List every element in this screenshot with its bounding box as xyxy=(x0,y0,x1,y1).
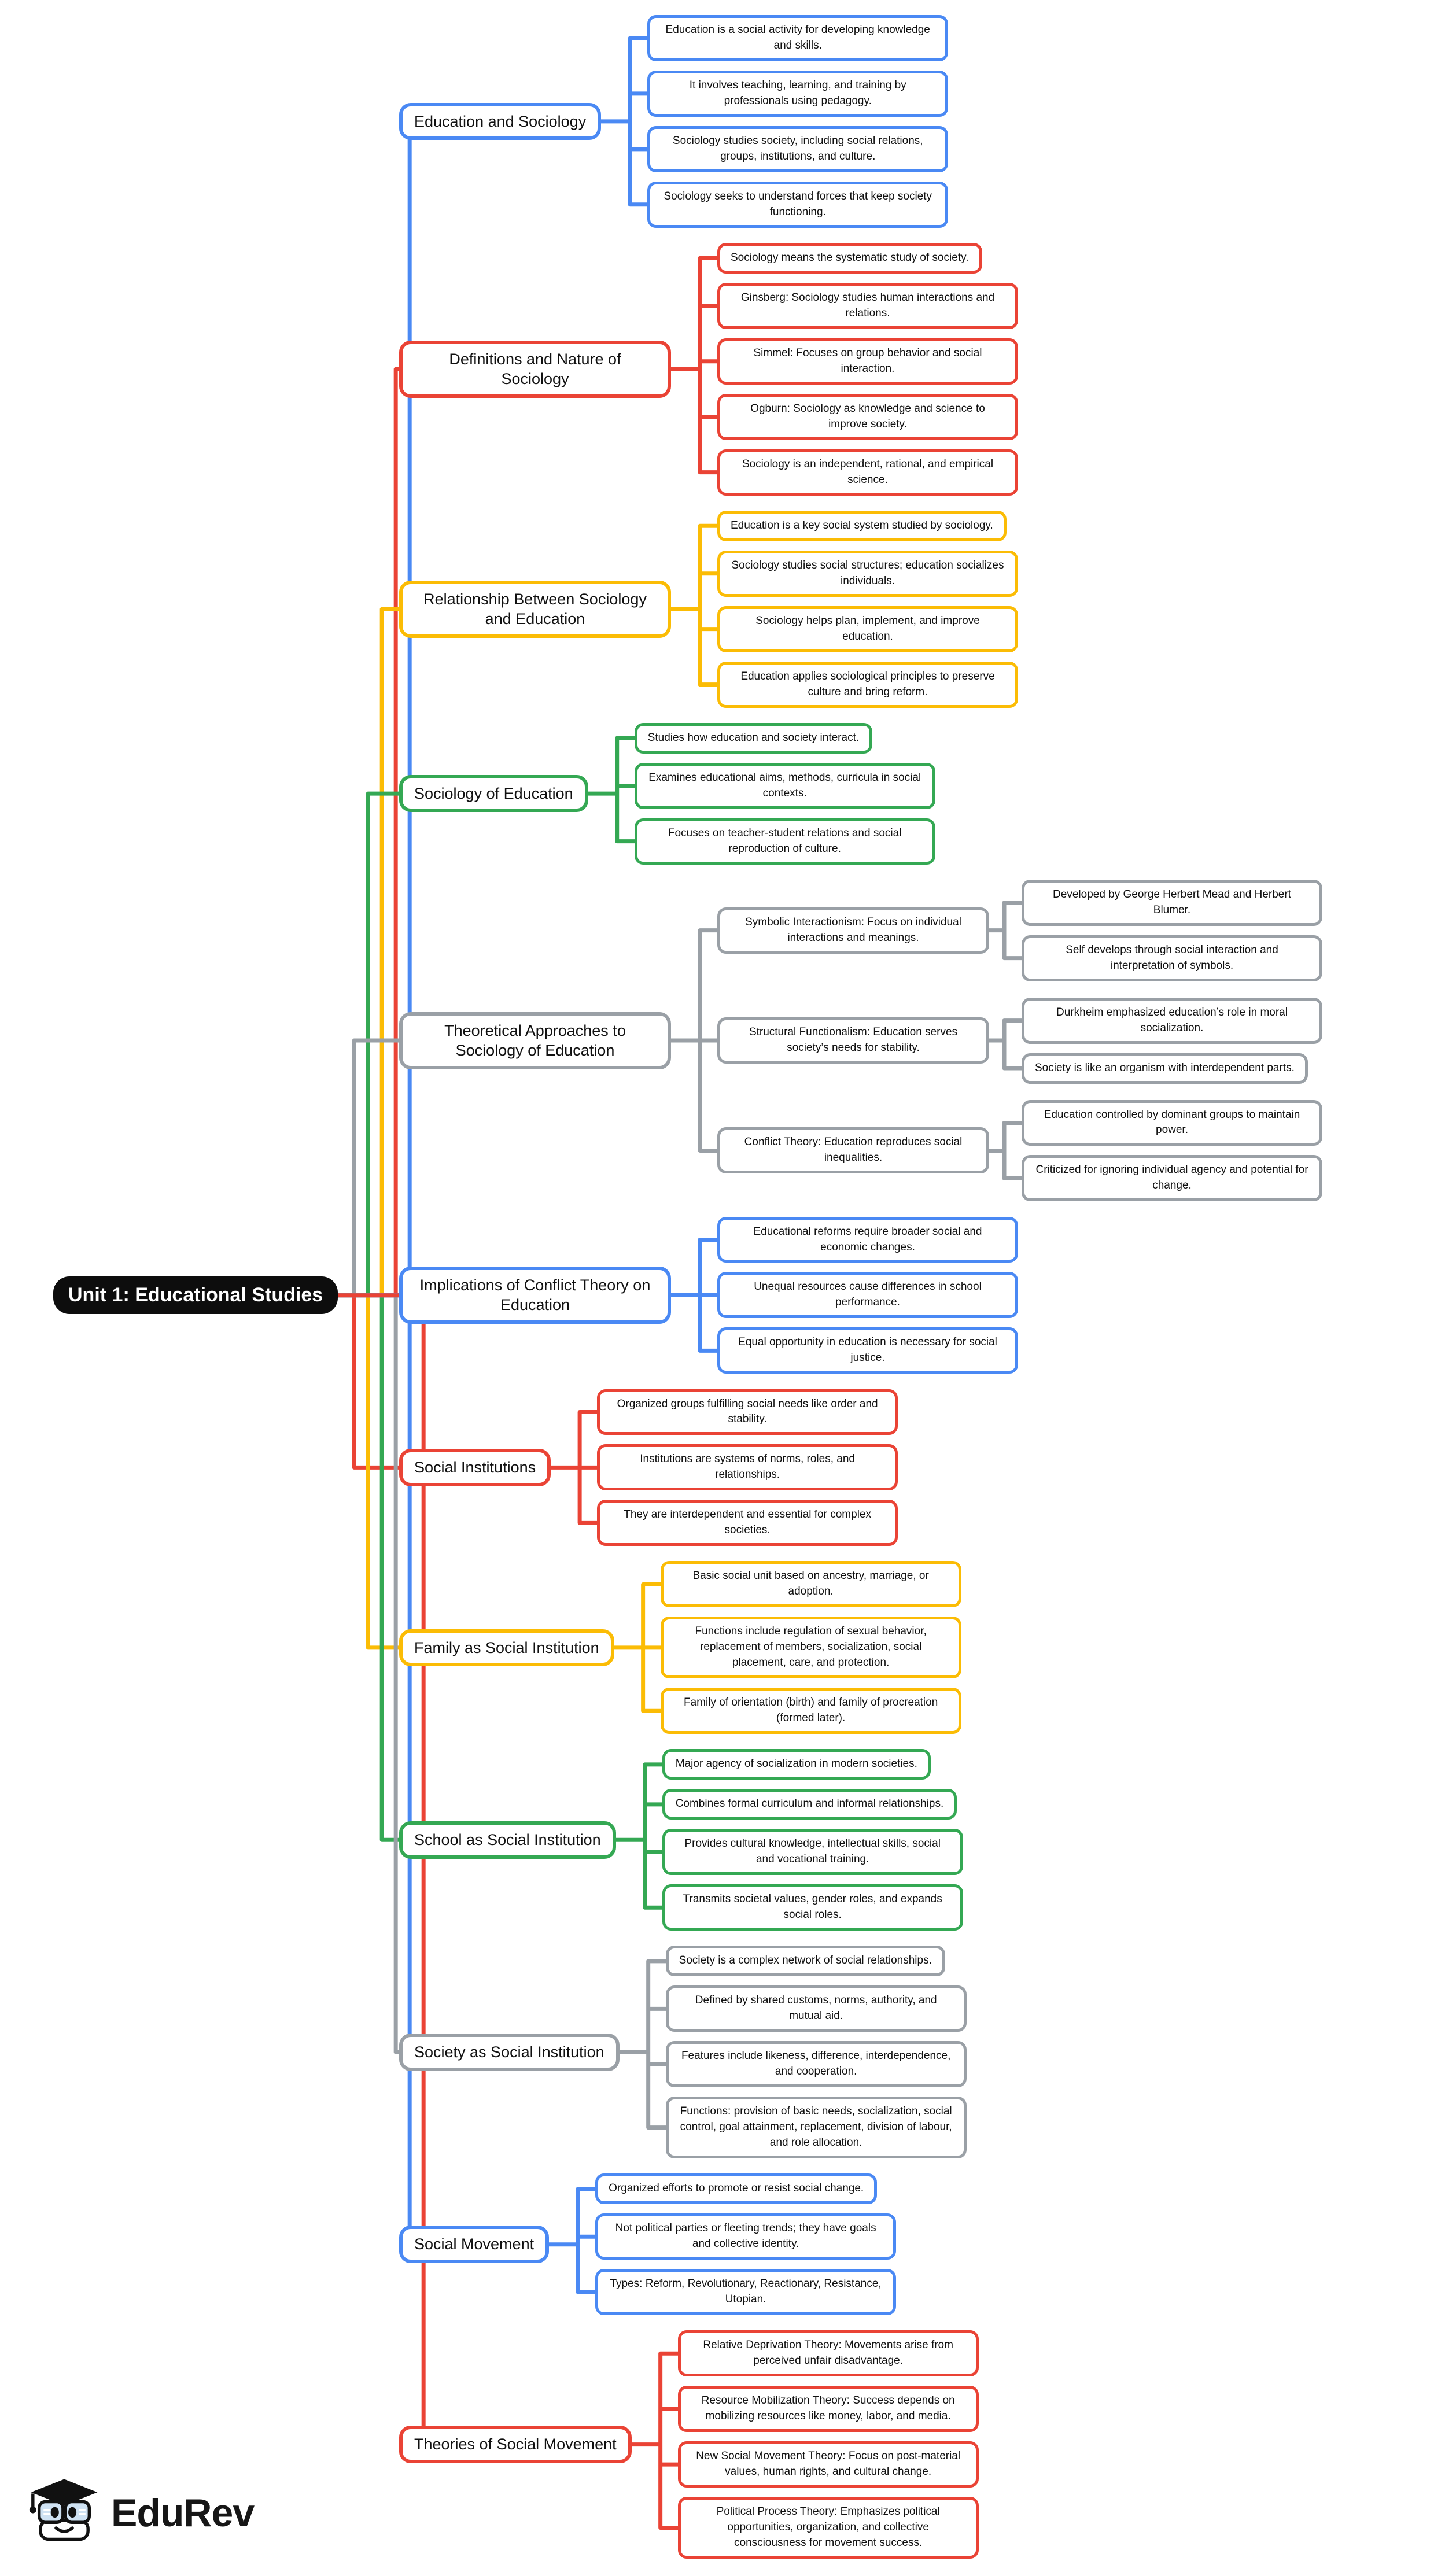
branch-group xyxy=(399,1561,1322,1734)
branch-node: Education and Sociology xyxy=(399,103,601,141)
branch-group xyxy=(399,2173,1322,2315)
leaf-node: Functions include regulation of sexual behavior, replacement of members, socialization, social placement, care, and protection. xyxy=(661,1617,961,1678)
leaf-column xyxy=(717,511,1018,708)
leaf-node: Sociology helps plan, implement, and improve education. xyxy=(717,606,1018,652)
leaf-node: Durkheim emphasized education’s role in moral socialization. xyxy=(1022,998,1322,1044)
leaf-node: Transmits societal values, gender roles, and expands social roles. xyxy=(662,1884,963,1931)
leaf-node: Combines formal curriculum and informal relationships. xyxy=(662,1789,957,1820)
edurev-mascot-icon xyxy=(27,2475,102,2551)
leaf-node: Unequal resources cause differences in school performance. xyxy=(717,1272,1018,1318)
leaf-node: New Social Movement Theory: Focus on post-material values, human rights, and cultural change. xyxy=(678,2441,979,2488)
leaf-node: Studies how education and society interact. xyxy=(635,723,872,754)
leaf-node: Family of orientation (birth) and family of procreation (formed later). xyxy=(661,1688,961,1734)
leaf-node: Resource Mobilization Theory: Success depends on mobilizing resources like money, labor, and media. xyxy=(678,2386,979,2432)
branch-group xyxy=(399,723,1322,865)
leaf-node: Sociology means the systematic study of society. xyxy=(717,243,982,274)
leaf-node: Examines educational aims, methods, curricula in social contexts. xyxy=(635,763,935,809)
sub-branch-node: Structural Functionalism: Education serves society’s needs for stability. xyxy=(717,1017,989,1064)
leaf-node: They are interdependent and essential for complex societies. xyxy=(597,1500,898,1546)
leaf-node: Education is a social activity for developing knowledge and skills. xyxy=(647,15,948,61)
branch-group xyxy=(399,15,1322,228)
branch-node: Society as Social Institution xyxy=(399,2034,620,2071)
branch-group xyxy=(399,1749,1322,1931)
branch-node: Sociology of Education xyxy=(399,775,588,813)
leaf-column xyxy=(662,1749,963,1931)
leaf-column xyxy=(635,723,935,865)
sub-branch-node: Symbolic Interactionism: Focus on individual interactions and meanings. xyxy=(717,907,989,954)
leaf-column xyxy=(678,2330,979,2559)
branch-tree xyxy=(399,0,1322,2576)
leaf-node: Focuses on teacher-student relations and social reproduction of culture. xyxy=(635,818,935,865)
branch-node: School as Social Institution xyxy=(399,1821,616,1859)
root-node: Unit 1: Educational Studies xyxy=(53,1276,338,1314)
leaf-node: Basic social unit based on ancestry, marriage, or adoption. xyxy=(661,1561,961,1607)
leaf-column xyxy=(666,1946,967,2158)
branch-node: Theoretical Approaches to Sociology of Education xyxy=(399,1012,671,1069)
leaf-node: Education applies sociological principles to preserve culture and bring reform. xyxy=(717,662,1018,708)
branch-group xyxy=(399,1946,1322,2158)
leaf-column xyxy=(661,1561,961,1734)
leaf-column xyxy=(717,243,1018,496)
leaf-column xyxy=(595,2173,896,2315)
leaf-node: Equal opportunity in education is necessary for social justice. xyxy=(717,1327,1018,1374)
edurev-logo xyxy=(27,2475,254,2551)
branch-node: Implications of Conflict Theory on Education xyxy=(399,1267,671,1324)
leaf-node: Organized groups fulfilling social needs like order and stability. xyxy=(597,1389,898,1435)
leaf-node: Provides cultural knowledge, intellectual skills, social and vocational training. xyxy=(662,1829,963,1875)
sub-branch-group xyxy=(717,998,1322,1084)
leaf-node: Sociology studies society, including social relations, groups, institutions, and culture. xyxy=(647,126,948,172)
leaf-node: Types: Reform, Revolutionary, Reactionary, Resistance, Utopian. xyxy=(595,2269,896,2315)
leaf-node: Criticized for ignoring individual agency and potential for change. xyxy=(1022,1155,1322,1201)
branch-group xyxy=(399,511,1322,708)
leaf-node: Relative Deprivation Theory: Movements arise from perceived unfair disadvantage. xyxy=(678,2330,979,2376)
leaf-node: Simmel: Focuses on group behavior and social interaction. xyxy=(717,338,1018,385)
leaf-node: Ginsberg: Sociology studies human interactions and relations. xyxy=(717,283,1018,329)
branch-group xyxy=(399,880,1322,1202)
branch-group xyxy=(399,1217,1322,1374)
leaf-node: Ogburn: Sociology as knowledge and science to improve society. xyxy=(717,394,1018,440)
leaf-node: Educational reforms require broader social and economic changes. xyxy=(717,1217,1018,1263)
branch-node: Relationship Between Sociology and Education xyxy=(399,581,671,638)
leaf-column xyxy=(1022,880,1322,981)
leaf-node: Education controlled by dominant groups to maintain power. xyxy=(1022,1100,1322,1146)
leaf-column xyxy=(717,880,1322,1202)
leaf-column xyxy=(1022,998,1322,1084)
leaf-node: Society is like an organism with interdependent parts. xyxy=(1022,1053,1308,1084)
leaf-column xyxy=(597,1389,898,1547)
leaf-node: Institutions are systems of norms, roles, and relationships. xyxy=(597,1444,898,1490)
leaf-node: Education is a key social system studied by sociology. xyxy=(717,511,1007,541)
leaf-node: Sociology is an independent, rational, and empirical science. xyxy=(717,449,1018,496)
leaf-node: Functions: provision of basic needs, socialization, social control, goal attainment, replacement, division of labour, and role allocation. xyxy=(666,2097,967,2158)
sub-branch-group xyxy=(717,880,1322,981)
leaf-node: Sociology seeks to understand forces that keep society functioning. xyxy=(647,182,948,228)
branch-group xyxy=(399,243,1322,496)
leaf-column xyxy=(1022,1100,1322,1202)
branch-node: Family as Social Institution xyxy=(399,1629,614,1667)
leaf-column xyxy=(717,1217,1018,1374)
branch-group xyxy=(399,2330,1322,2559)
leaf-column xyxy=(647,15,948,228)
leaf-node: Defined by shared customs, norms, authority, and mutual aid. xyxy=(666,1985,967,2032)
leaf-node: Major agency of socialization in modern societies. xyxy=(662,1749,931,1780)
branch-group xyxy=(399,1389,1322,1547)
leaf-node: Organized efforts to promote or resist social change. xyxy=(595,2173,877,2204)
leaf-node: Sociology studies social structures; education socializes individuals. xyxy=(717,551,1018,597)
branch-node: Definitions and Nature of Sociology xyxy=(399,341,671,398)
leaf-node: Self develops through social interaction and interpretation of symbols. xyxy=(1022,935,1322,981)
leaf-node: Political Process Theory: Emphasizes political opportunities, organization, and collective consciousness for movement success. xyxy=(678,2497,979,2559)
leaf-node: It involves teaching, learning, and training by professionals using pedagogy. xyxy=(647,71,948,117)
branch-node: Theories of Social Movement xyxy=(399,2426,632,2463)
leaf-node: Society is a complex network of social relationships. xyxy=(666,1946,945,1976)
edurev-wordmark: EduRev xyxy=(111,2491,255,2535)
leaf-node: Features include likeness, difference, interdependence, and cooperation. xyxy=(666,2041,967,2087)
leaf-node: Not political parties or fleeting trends; they have goals and collective identity. xyxy=(595,2213,896,2260)
branch-node: Social Institutions xyxy=(399,1449,551,1486)
leaf-node: Developed by George Herbert Mead and Herbert Blumer. xyxy=(1022,880,1322,926)
sub-branch-group xyxy=(717,1100,1322,1202)
branch-node: Social Movement xyxy=(399,2226,549,2263)
sub-branch-node: Conflict Theory: Education reproduces social inequalities. xyxy=(717,1127,989,1173)
